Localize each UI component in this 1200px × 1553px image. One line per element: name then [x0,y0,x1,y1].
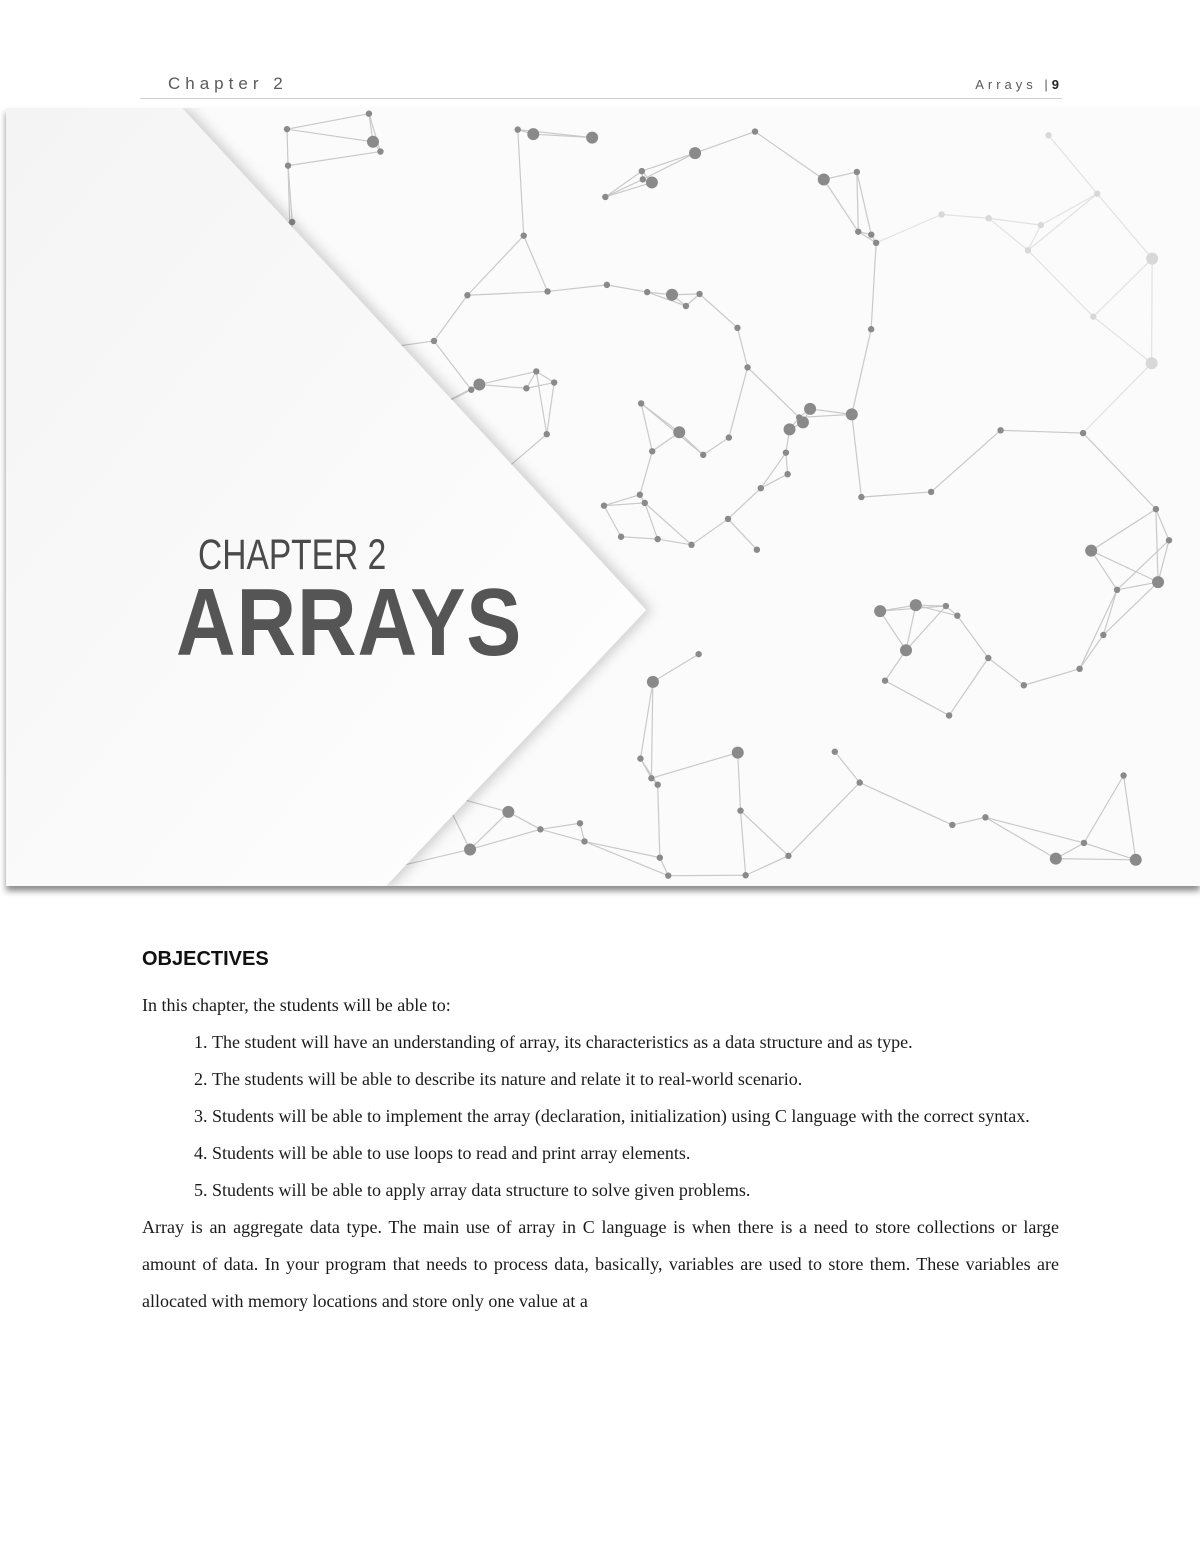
network-line [651,682,652,778]
network-line [1028,194,1097,251]
network-line [288,152,380,166]
network-node [695,651,701,657]
network-line [605,182,652,197]
network-node [1146,357,1158,369]
network-line [1093,259,1152,317]
network-node [551,379,557,385]
network-line [857,172,858,232]
network-line [746,856,789,875]
network-line [871,243,876,329]
network-node [874,605,886,617]
network-node [586,132,598,144]
network-line [860,783,953,825]
network-line [703,438,729,455]
network-node [846,408,858,420]
network-line [641,403,703,454]
network-line [748,367,800,417]
network-line [861,492,931,497]
header-section [975,77,1060,92]
network-line [1001,430,1083,433]
network-node [700,452,706,458]
network-node [366,110,372,116]
network-node [804,403,816,415]
network-line [906,606,946,650]
network-line [788,783,859,856]
list-item: 2. The students will be able to describe its nature and relate it to real-world scenario. [212,1061,1059,1098]
network-line [434,341,471,390]
network-node [468,387,474,393]
network-line [584,841,659,857]
network-node [665,872,671,878]
network-line [737,328,747,368]
network-line [1124,776,1136,860]
network-node [367,136,379,148]
network-line [852,414,862,497]
network-node [943,603,949,609]
network-node [284,126,290,132]
network-line [985,817,1055,858]
network-node [647,676,659,688]
header-section-title: Arrays | [975,77,1052,92]
network-node [618,534,624,540]
network-node [537,826,543,832]
network-node [544,288,550,294]
network-line [957,616,988,658]
network-node [954,612,960,618]
network-node [857,779,863,785]
network-node [577,820,583,826]
network-node [818,173,830,185]
network-line [540,823,580,829]
network-node [868,326,874,332]
network-node [726,434,732,440]
network-node [855,228,861,234]
network-node [464,843,476,855]
network-node [982,814,988,820]
header-chapter: Chapter 2 [168,74,288,93]
network-line [1080,590,1117,669]
network-node [1090,313,1096,319]
network-node [644,289,650,295]
network-node [1114,587,1120,593]
network-node [688,542,694,548]
network-node [1130,854,1142,866]
network-node [928,489,934,495]
network-node [689,147,701,159]
network-line [640,451,652,494]
network-node [649,448,655,454]
network-line [755,132,824,180]
network-line [729,367,748,437]
network-node [673,426,685,438]
network-line [287,114,369,129]
network-node [949,822,955,828]
network-background [6,108,1200,886]
network-node [784,423,796,435]
network-line [642,153,695,171]
network-line [524,236,548,292]
network-line [906,605,916,650]
network-line [540,829,584,841]
network-line [479,371,536,384]
network-line [607,285,647,292]
network-node [1081,840,1087,846]
network-line [479,385,526,389]
network-line [605,179,642,197]
network-node [502,806,514,818]
network-line [1097,194,1152,259]
network-line [1028,225,1041,250]
network-line [547,383,554,435]
network-line [857,172,871,235]
chapter-title: ARRAYS [176,569,523,676]
network-node [796,414,802,420]
network-node [1025,247,1031,253]
network-line [700,294,738,328]
network-node [737,807,743,813]
network-node [832,749,838,755]
network-node [946,712,952,718]
network-node [1038,222,1044,228]
network-line [287,129,373,142]
network-node [783,449,789,455]
network-node [640,176,646,182]
network-node [938,211,944,217]
network-node [1021,682,1027,688]
network-node [654,536,660,542]
network-node [882,677,888,683]
list-item: 4. Students will be able to use loops to read and print array elements. [212,1135,1059,1172]
network-node [473,379,485,391]
network-node [744,364,750,370]
network-node [527,128,539,140]
network-node [858,494,864,500]
network-line [1158,540,1169,582]
network-node [758,485,764,491]
network-node [648,775,654,781]
network-line [728,488,761,519]
network-line [658,785,660,858]
network-line [1084,776,1124,843]
network-line [741,811,789,856]
network-node [533,368,539,374]
network-node [285,162,291,168]
network-node [464,292,470,298]
network-node [1152,576,1164,588]
network-node [1120,772,1126,778]
network-line [761,453,786,489]
network-node [997,427,1003,433]
network-line [434,295,467,341]
network-node [638,400,644,406]
network-node [654,781,660,787]
network-line [810,409,852,415]
network-line [640,682,652,759]
network-node [666,289,678,301]
network-node [289,219,295,225]
network-node [1100,632,1106,638]
network-node [1085,545,1097,557]
network-node [873,240,879,246]
network-node [1076,666,1082,672]
network-line [942,215,989,219]
network-line [548,285,607,292]
network-node [601,502,607,508]
network-node [732,747,744,759]
body-paragraph: Array is an aggregate data type. The main use of array in C language is when there is a need to store collections or large amount of data. In your program that needs to process data, basically, variables are used to store them. These variables are allocated with memory locations and store only one value at a [142,1217,1059,1311]
network-line [1152,259,1153,364]
network-line [640,759,657,785]
page-number: 9 [1051,77,1060,92]
network-node [1080,430,1086,436]
network-line [695,132,755,154]
objectives-list [142,1024,1059,1209]
network-node [683,303,689,309]
list-item: 3. Students will be able to implement the array (declaration, initialization) using C language with the correct syntax. [212,1098,1059,1135]
network-line [786,453,788,475]
network-node [985,655,991,661]
list-item: 5. Students will be able to apply array data structure to solve given problems. [212,1172,1059,1209]
network-line [876,215,941,243]
network-line [287,129,288,165]
network-line [1056,859,1136,860]
network-line [651,753,737,779]
network-line [536,371,546,434]
network-node [1153,506,1159,512]
network-line [1084,843,1136,860]
network-node [1050,853,1062,865]
network-line [949,658,988,715]
network-line [885,681,949,716]
list-item: 1. The student will have an understanding of array, its characteristics as a data structure and as type. [212,1024,1059,1061]
network-node [784,471,790,477]
network-node [854,169,860,175]
network-line [761,474,788,488]
network-line [526,383,554,389]
network-node [985,215,991,221]
network-line [1080,635,1104,669]
network-line [1156,509,1158,582]
network-line [467,291,547,295]
network-node [742,872,748,878]
network-line [604,506,621,537]
network-node [910,599,922,611]
network-node [637,755,643,761]
network-line [467,236,523,296]
network-line [852,329,871,414]
network-node [657,854,663,860]
network-line [1091,509,1156,551]
network-line [643,153,695,179]
chevron-panel [6,108,646,886]
network-node [515,126,521,132]
network-line [1083,433,1156,509]
network-node [1094,191,1100,197]
network-node [785,853,791,859]
network-line [518,130,524,236]
network-line [952,817,985,825]
network-node [646,176,658,188]
network-node [734,325,740,331]
network-line [1041,194,1097,225]
network-line [1024,669,1080,685]
network-line [1156,509,1169,540]
network-line [605,171,642,197]
main-content [142,948,1059,1320]
network-node [521,232,527,238]
network-node [696,291,702,297]
network-line [738,753,741,811]
network-line [692,519,729,545]
objectives-intro: In this chapter, the students will be able to: [142,995,451,1015]
network-node [752,128,758,134]
network-node [523,385,529,391]
network-node [754,546,760,552]
network-line [931,430,1000,492]
network-node [642,500,648,506]
network-line [1083,363,1152,433]
network-line [741,811,746,876]
objectives-heading: OBJECTIVES [142,948,269,970]
network-node [868,231,874,237]
chapter-label: CHAPTER 2 [198,531,387,579]
network-node [431,338,437,344]
network-line [1028,250,1093,316]
network-line [621,537,658,539]
network-node [639,168,645,174]
network-line [1093,317,1151,364]
network-node [637,492,643,498]
network-node [581,838,587,844]
network-line [880,611,906,650]
network-line [824,179,858,231]
network-node [544,431,550,437]
network-line [988,658,1024,685]
network-node [1146,253,1158,265]
network-node [1166,537,1172,543]
chapter-banner [6,108,1200,886]
network-line [1049,135,1098,193]
network-line [985,817,1084,843]
network-line [728,519,757,550]
network-line [584,841,668,875]
network-line [653,654,699,682]
network-node [602,194,608,200]
network-node [377,148,383,154]
page-header [140,72,1062,99]
network-node [900,644,912,656]
network-node [725,516,731,522]
network-node [1045,132,1051,138]
network-node [604,282,610,288]
network-line [835,752,860,783]
